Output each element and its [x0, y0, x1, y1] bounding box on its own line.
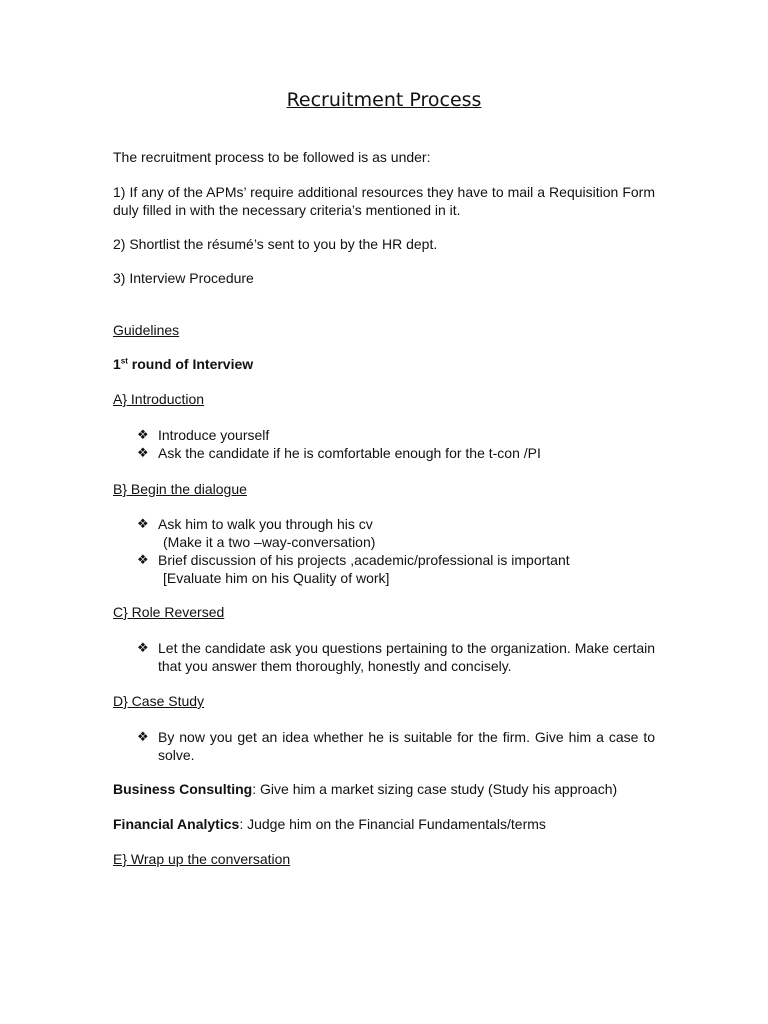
bullet-icon: ❖: [137, 516, 149, 531]
section-a-bullet-1: Introduce yourself: [158, 427, 270, 443]
bullet-icon: ❖: [137, 552, 149, 567]
round-suffix: st: [120, 356, 128, 366]
section-b-heading: B} Begin the dialogue: [113, 481, 247, 497]
step-2-text: 2) Shortlist the résumé’s sent to you by the HR dept.: [113, 236, 438, 252]
section-a-bullet-2: Ask the candidate if he is comfortable enough for the t-con /PI: [158, 445, 541, 461]
step-1-text: 1) If any of the APMs’ require additional resources they have to mail a Requisition Form duly filled in with the necessary criteria’s mentioned in it.: [113, 184, 655, 218]
round-label: round of Interview: [127, 356, 254, 372]
section-e-heading: E} Wrap up the conversation: [113, 851, 291, 867]
section-a-heading: A} Introduction: [113, 391, 205, 407]
bullet-icon: ❖: [137, 640, 149, 655]
guidelines-heading: Guidelines: [113, 322, 180, 338]
bullet-icon: ❖: [137, 729, 149, 744]
financial-analytics-description: : Judge him on the Financial Fundamentals/terms: [239, 816, 546, 832]
section-b-note-2: [Evaluate him on his Quality of work]: [163, 570, 390, 586]
business-consulting-description: : Give him a market sizing case study (Study his approach): [252, 781, 618, 797]
section-b-bullet-1: Ask him to walk you through his cv: [158, 516, 373, 532]
section-c-bullet-1: Let the candidate ask you questions pertaining to the organization. Make certain that you answer them thoroughly, honestly and concisely.: [158, 640, 655, 674]
document-title: Recruitment Process: [286, 89, 482, 111]
round-heading: [113, 355, 655, 373]
intro-text: The recruitment process to be followed is as under:: [113, 149, 431, 165]
bullet-icon: ❖: [137, 445, 149, 460]
financial-analytics-label: Financial Analytics: [113, 816, 240, 832]
business-consulting-label: Business Consulting: [113, 781, 253, 797]
section-b-bullet-2: Brief discussion of his projects ,academic/professional is important: [158, 552, 570, 568]
section-b-note-1: (Make it a two –way-conversation): [163, 534, 376, 550]
bullet-icon: ❖: [137, 427, 149, 442]
section-d-bullet-1: By now you get an idea whether he is suitable for the firm. Give him a case to solve.: [158, 729, 655, 763]
business-consulting-text: [113, 780, 655, 798]
round-number: 1: [113, 356, 121, 372]
section-c-heading: C} Role Reversed: [113, 604, 225, 620]
financial-analytics-text: [113, 815, 655, 833]
section-d-heading: D} Case Study: [113, 693, 205, 709]
step-3-text: 3) Interview Procedure: [113, 270, 254, 286]
